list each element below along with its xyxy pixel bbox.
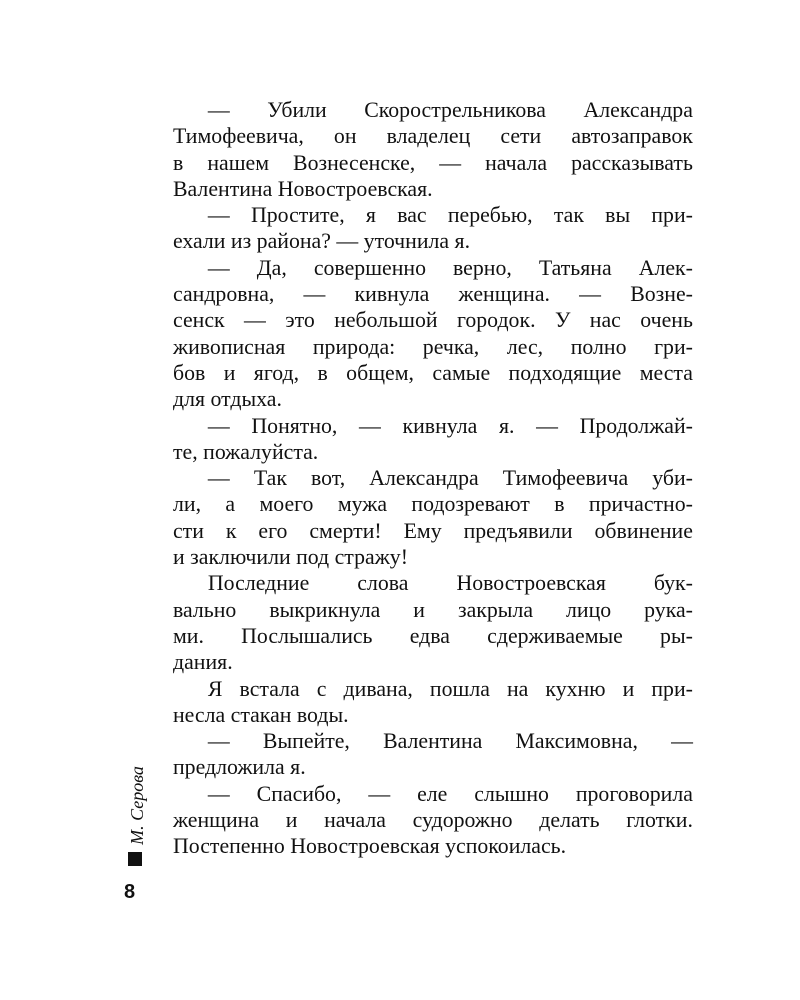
text-line: — Так вот, Александра Тимофеевича уби- — [207, 465, 693, 491]
text-line: — Да, совершенно верно, Татьяна Алек- — [207, 254, 693, 280]
text-line: живописная природа: речка, лес, полно гри- — [173, 333, 693, 359]
page-number: 8 — [124, 881, 136, 903]
text-line: сенск — это небольшой городок. У нас очень — [173, 307, 693, 333]
text-line: и заключили под стражу! — [173, 544, 408, 570]
text-line: Валентина Новостроевская. — [173, 175, 433, 201]
text-line: дания. — [173, 649, 233, 675]
text-line: — Понятно, — кивнула я. — Продолжай- — [207, 412, 693, 438]
text-line: те, пожалуйста. — [173, 438, 319, 464]
body-text — [173, 97, 709, 860]
text-line: сти к его смерти! Ему предъявили обвинение — [173, 517, 693, 543]
text-line: сандровна, — кивнула женщина. — Возне- — [173, 281, 693, 307]
running-head-author — [124, 765, 150, 845]
text-line: ехали из района? — уточнила я. — [173, 228, 471, 254]
text-line: вально выкрикнула и закрыла лицо рука- — [173, 596, 693, 622]
text-line: — Простите, я вас перебью, так вы при- — [207, 202, 693, 228]
text-line: несла стакан воды. — [173, 701, 349, 727]
text-line: Постепенно Новостроевская успокоилась. — [173, 833, 567, 859]
text-line: бов и ягод, в общем, самые подходящие места — [173, 359, 693, 385]
text-line: в нашем Вознесенске, — начала рассказывать — [173, 149, 693, 175]
text-line: Я встала с дивана, пошла на кухню и при- — [207, 675, 693, 701]
text-line: женщина и начала судорожно делать глотки. — [173, 807, 693, 833]
text-line: Тимофеевича, он владелец сети автозаправок — [173, 123, 693, 149]
text-line: ли, а моего мужа подозревают в причастно- — [173, 491, 693, 517]
text-line: для отдыха. — [173, 386, 282, 412]
text-line: предложила я. — [173, 754, 306, 780]
text-line: ми. Послышались едва сдерживаемые ры- — [173, 622, 693, 648]
text-line: — Спасибо, — еле слышно проговорила — [207, 780, 693, 806]
author-name: М. Серова — [126, 765, 147, 845]
text-line: — Убили Скорострельникова Александра — [207, 97, 693, 122]
running-head-square-marker — [128, 852, 142, 866]
text-line: Последние слова Новостроевская бук- — [207, 570, 693, 596]
text-line: — Выпейте, Валентина Максимовна, — — [207, 728, 693, 754]
